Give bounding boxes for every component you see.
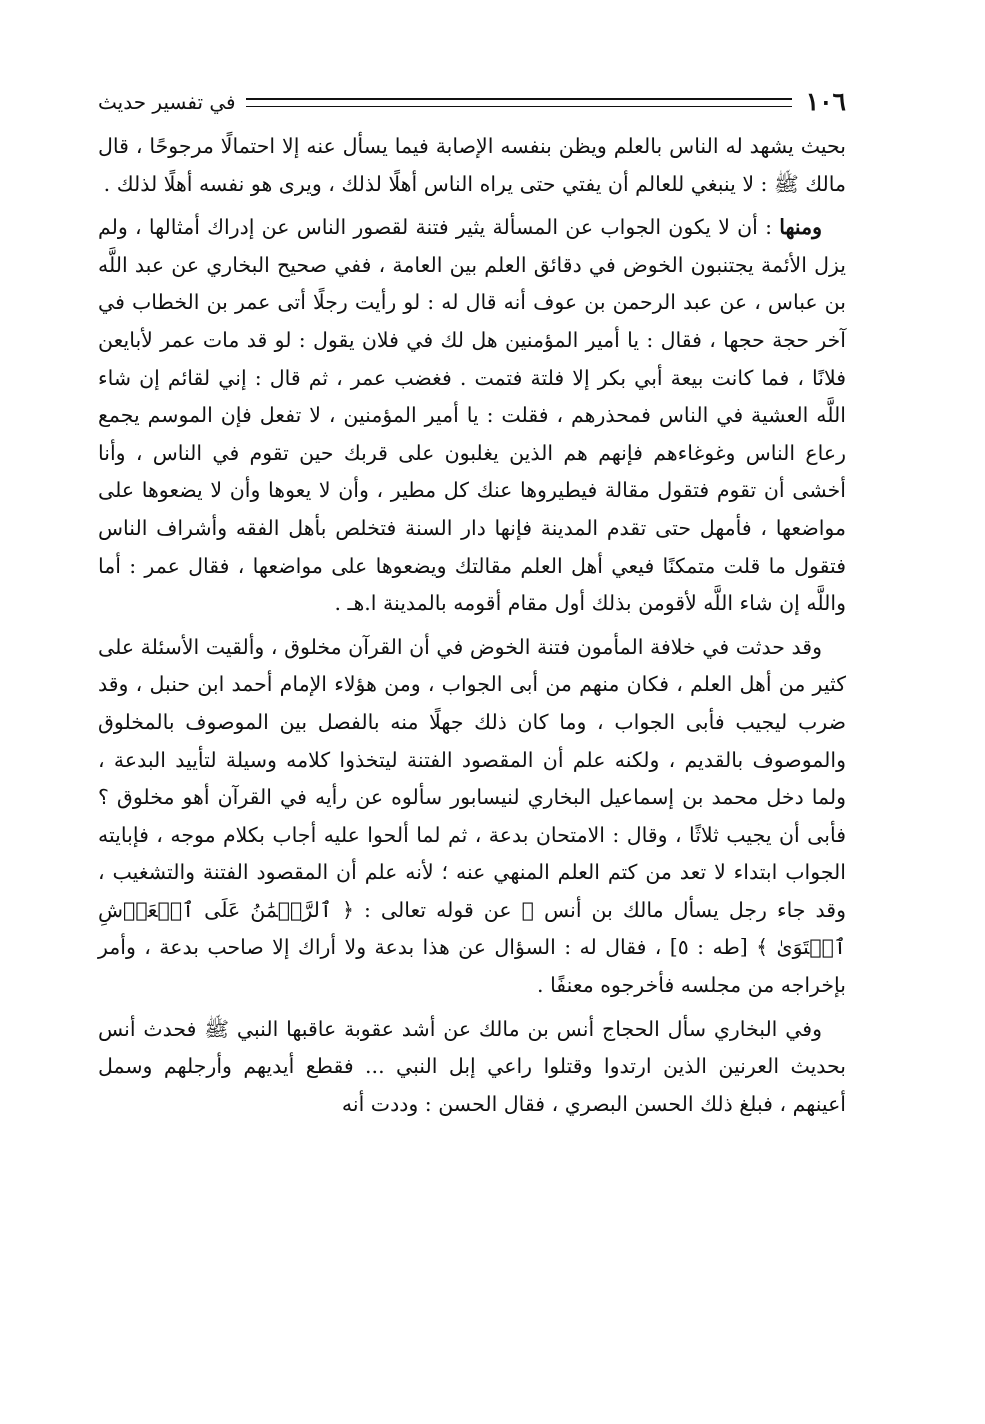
paragraph <box>98 1011 846 1124</box>
body-text <box>98 128 846 1129</box>
page-number: ١٠٦ <box>805 87 846 116</box>
paragraph <box>98 128 846 203</box>
header-double-rule <box>246 98 792 107</box>
paragraph-text: بحيث يشهد له الناس بالعلم ويظن بنفسه الإصابة فيما يسأل عنه إلا احتمالًا مرجوحًا ، قال مالك ﷺ : لا ينبغي للعالم أن يفتي حتى يراه الناس أهلًا لذلك ، ويرى هو نفسه أهلًا لذلك . <box>98 134 846 196</box>
paragraph-text: : أن لا يكون الجواب عن المسألة يثير فتنة لقصور الناس عن إدراك أمثالها ، ولم يزل الأئمة يجتنبون الخوض في دقائق العلم بين العامة ، ففي صحيح البخاري عن عبد اللَّه بن عباس ، عن عبد الرحمن بن عوف أنه قال له : لو رأيت رجلًا أتى عمر بن الخطاب في آخر حجة حجها ، فقال : يا أمير المؤمنين هل لك في فلان يقول : لو قد مات عمر لأبايعن فلانًا ، فما كانت بيعة أبي بكر إلا فلتة فتمت . فغضب عمر ، ثم قال : إني لقائم إن شاء اللَّه العشية في الناس فمحذرهم ، فقلت : يا أمير المؤمنين ، لا تفعل فإن الموسم يجمع رعاع الناس وغوغاءهم فإنهم هم الذين يغلبون على قربك حين تقوم في الناس ، وأنا أخشى أن تقوم فتقول مقالة فيطيروها عنك كل مطير ، وأن لا يعوها وأن لا يضعوها على مواضعها ، فأمهل حتى تقدم المدينة فإنها دار السنة فتخلص بأهل الفقه وأشراف الناس فتقول ما قلت متمكنًا فيعي أهل العلم مقالتك ويضعوها على مواضعها ، فقال عمر : أما واللَّه إن شاء اللَّه لأقومن بذلك أول مقام أقومه بالمدينة ا.هـ . <box>98 215 846 616</box>
paragraph-text: وقد حدثت في خلافة المأمون فتنة الخوض في أن القرآن مخلوق ، وألقيت الأسئلة على كثير من أهل العلم ، فكان منهم من أبى الجواب ، ومن هؤلاء الإمام أحمد ابن حنبل ، وقد ضرب ليجيب فأبى الجواب ، وما كان ذلك جهلًا منه بالفصل بين الموصوف بالمخلوق والموصوف بالقديم ، ولكنه علم أن المقصود الفتنة ليتخذوا كلامه وسيلة لتأييد البدعة ، ولما دخل محمد بن إسماعيل البخاري لنيسابور سألوه عن رأيه في القرآن أهو مخلوق ؟ فأبى أن يجيب ثلاثًا ، وقال : الامتحان بدعة ، ثم لما ألحوا عليه أجاب بكلام موجه ، فإبايته الجواب ابتداء لا تعد من كتم العلم المنهي عنه ؛ لأنه علم أن المقصود الفتنة والتشغيب ، وقد جاء رجل يسأل مالك بن أنس ﷺ عن قوله تعالى : ﴿ ٱلرَّحۡمَٰنُ عَلَى ٱلۡعَرۡشِ ٱسۡتَوَىٰ ﴾ [طه : ٥] ، فقال له : السؤال عن هذا بدعة ولا أراك إلا صاحب بدعة ، وأمر بإخراجه من مجلسه فأخرجوه معنفًا . <box>98 634 846 998</box>
page-header <box>98 84 846 120</box>
paragraph <box>98 209 846 623</box>
running-title: في تفسير حديث <box>98 90 236 114</box>
paragraph-lead: ومنها <box>779 215 822 240</box>
paragraph <box>98 629 846 1005</box>
paragraph-text: وفي البخاري سأل الحجاج أنس بن مالك عن أشد عقوبة عاقبها النبي ﷺ فحدث أنس بحديث العرنين الذين ارتدوا وقتلوا راعي إبل النبي ... فقطع أيديهم وأرجلهم وسمل أعينهم ، فبلغ ذلك الحسن البصري ، فقال الحسن : وددت أنه <box>98 1016 846 1116</box>
